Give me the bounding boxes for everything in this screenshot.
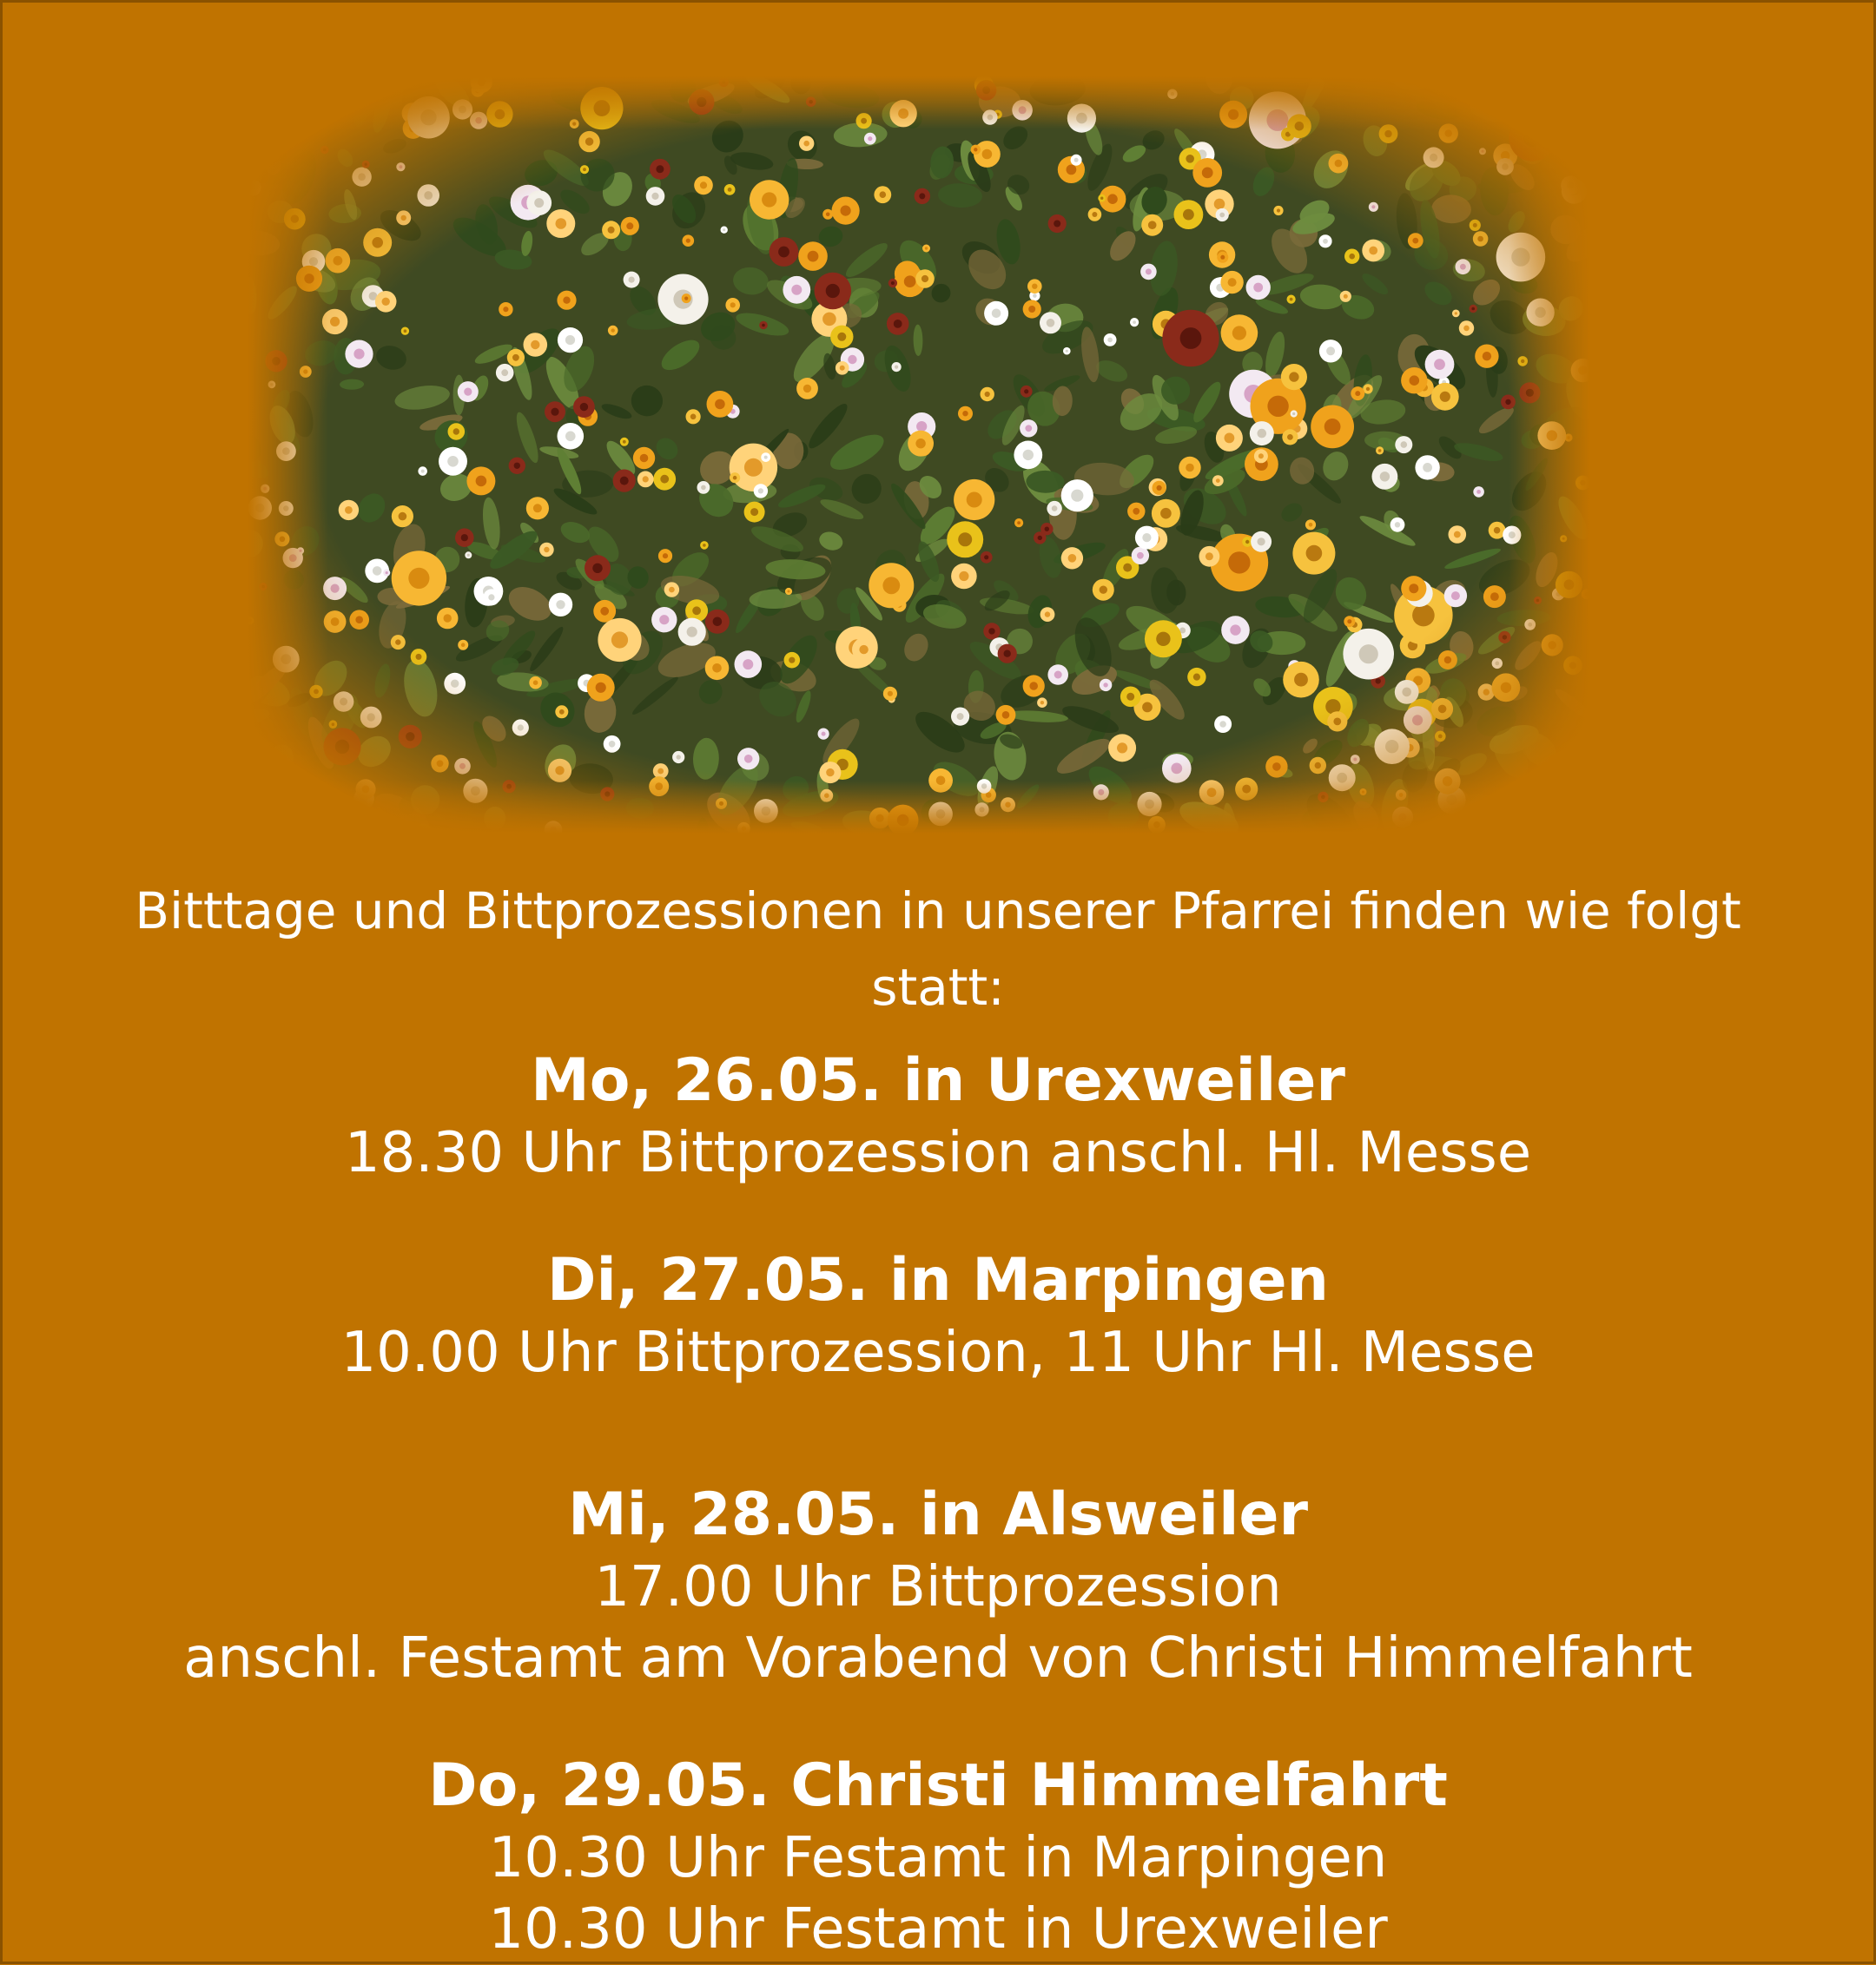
flower-bed-photo: [248, 76, 1589, 834]
event-detail: 10.30 Uhr Festamt in Marpingen: [488, 1826, 1388, 1890]
flower-bed-image: [248, 76, 1589, 834]
event-detail: 18.30 Uhr Bittprozession anschl. Hl. Messe: [344, 1121, 1532, 1185]
event-announcement: [52, 873, 1824, 1965]
event-detail: 10.30 Uhr Festamt in Urexweiler: [488, 1897, 1388, 1962]
intro-text: Bitttage und Bittprozessionen in unserer Pfarrei finden wie folgt statt:: [135, 881, 1741, 1017]
event-detail: 10.00 Uhr Bittprozession, 11 Uhr Hl. Messe: [340, 1321, 1536, 1385]
event-detail: 17.00 Uhr Bittprozession: [594, 1555, 1282, 1619]
event-heading: Do, 29.05. Christi Himmelfahrt: [428, 1751, 1448, 1820]
event-heading: Mo, 26.05. in Urexweiler: [531, 1046, 1345, 1115]
event-himmelfahrt: [52, 1750, 1824, 1965]
event-alsweiler: [52, 1479, 1824, 1694]
event-heading: Di, 27.05. in Marpingen: [547, 1246, 1329, 1315]
event-detail: anschl. Festamt am Vorabend von Christi Himmelfahrt: [183, 1626, 1693, 1691]
event-heading: Mi, 28.05. in Alsweiler: [567, 1480, 1309, 1549]
event-urexweiler: [52, 1045, 1824, 1189]
event-marpingen: [52, 1244, 1824, 1388]
